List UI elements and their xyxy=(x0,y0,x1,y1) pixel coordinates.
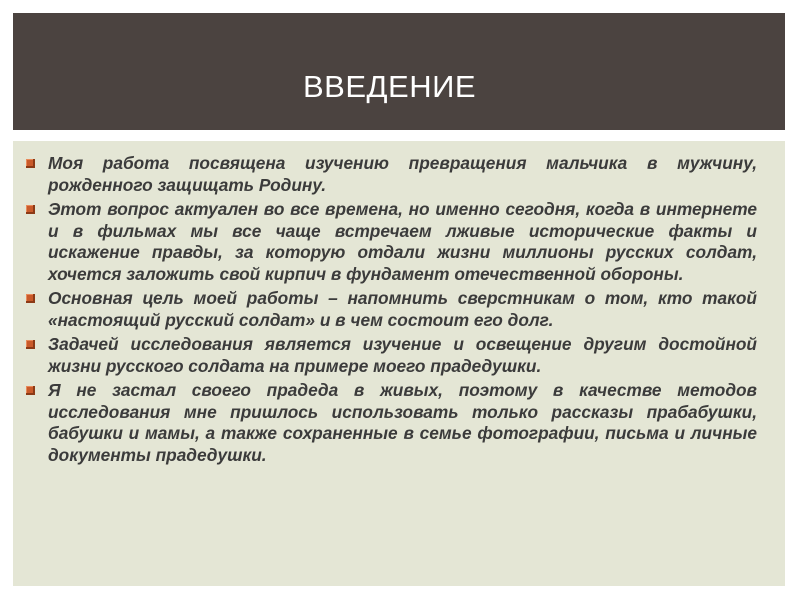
bullet-item xyxy=(48,288,757,331)
bullet-text: Моя работа посвящена изучению превращения мальчика в мужчину, рожденного защищать Родину. xyxy=(48,153,757,195)
title-bar xyxy=(13,13,785,130)
bullet-text: Основная цель моей работы – напомнить сверстникам о том, кто такой «настоящий русский солдат» и в чем состоит его долг. xyxy=(48,288,757,330)
bullet-item xyxy=(48,380,757,466)
bullet-item xyxy=(48,334,757,377)
slide-title: ВВЕДЕНИЕ xyxy=(303,69,477,104)
content-panel xyxy=(13,141,785,586)
square-bullet-icon xyxy=(26,294,35,303)
bullet-item xyxy=(48,199,757,285)
square-bullet-icon xyxy=(26,159,35,168)
bullet-text: Этот вопрос актуален во все времена, но именно сегодня, когда в интернете и в фильмах мы все чаще встречаем лживые исторические факты и искажение правды, за которую отдали жизни миллионы русских солдат, хочется заложить свой кирпич в фундамент отечественной обороны. xyxy=(48,199,757,284)
bullet-item xyxy=(48,153,757,196)
bullet-text: Задачей исследования является изучение и освещение другим достойной жизни русского солдата на примере моего прадедушки. xyxy=(48,334,757,376)
square-bullet-icon xyxy=(26,205,35,214)
bullet-list xyxy=(13,141,785,466)
square-bullet-icon xyxy=(26,386,35,395)
square-bullet-icon xyxy=(26,340,35,349)
bullet-text: Я не застал своего прадеда в живых, поэтому в качестве методов исследования мне пришлось использовать только рассказы прабабушки, бабушки и мамы, а также сохраненные в семье фотографии, письма и личные документы прадедушки. xyxy=(48,380,757,465)
